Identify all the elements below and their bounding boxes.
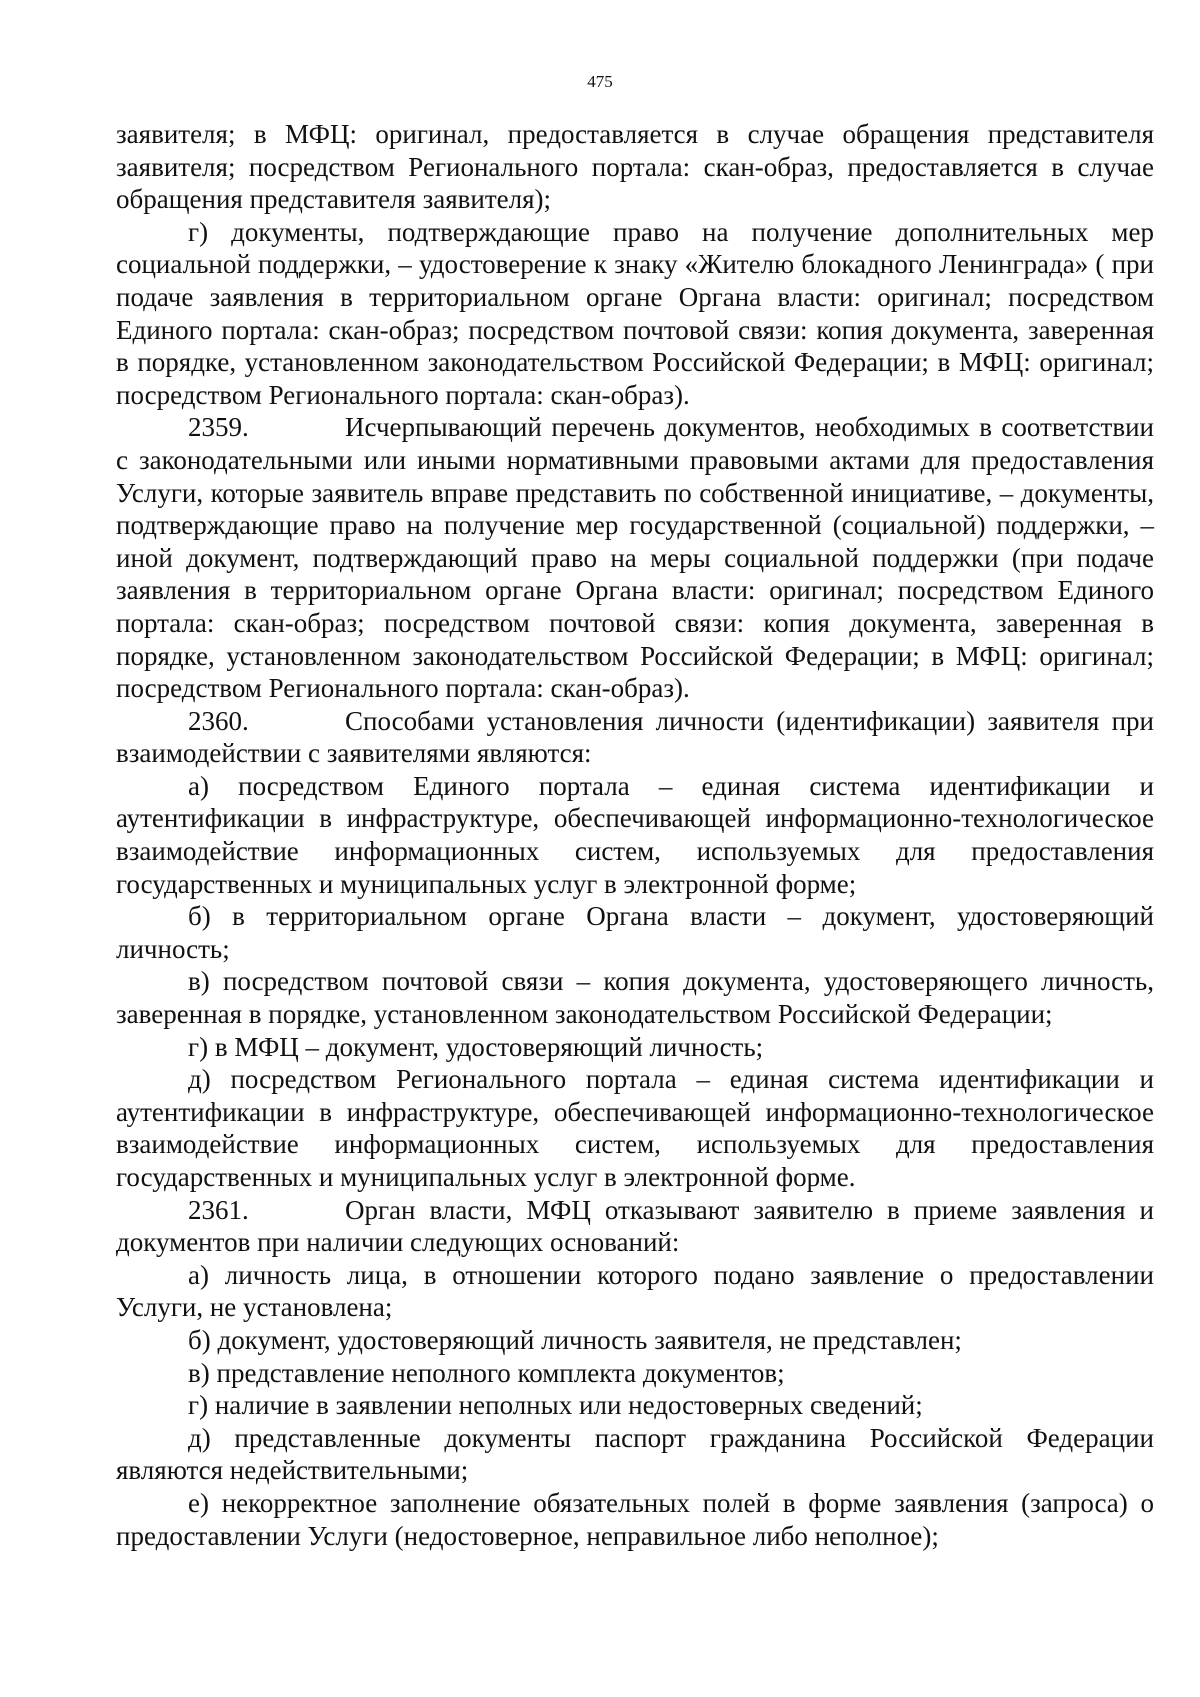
paragraph-text: заявителя; в МФЦ: оригинал, предоставляется в случае обращения представителя заявителя; посредством Регионального портала: скан-образ, предоставляется в случае обращения представителя заявителя); bbox=[116, 119, 1154, 215]
clause-number: 2361. bbox=[188, 1194, 249, 1225]
paragraph-text: г) документы, подтверждающие право на получение дополнительных мер социальной поддержки, – удостоверение к знаку «Жителю блокадного Ленинграда» ( при подаче заявления в территориальном органе Органа власти: оригинал; посредством Единого портала: скан-образ; посредством почтовой связи: копия документа, заверенная в порядке, установленном законодательством Российской Федерации; в МФЦ: оригинал; посредством Регионального портала: скан-образ). bbox=[116, 216, 1154, 410]
clause-2361 bbox=[116, 1194, 1154, 1259]
paragraph-text: б) в территориальном органе Органа власти – документ, удостоверяющий личность; bbox=[116, 901, 1154, 964]
list-item-b2 bbox=[116, 1324, 1154, 1357]
paragraph-text: д) посредством Регионального портала – единая система идентификации и аутентификации в инфраструктуре, обеспечивающей информационно-технологическое взаимодействие информационных систем, используемых для предоставления государственных и муниципальных услуг в электронной форме. bbox=[116, 1064, 1154, 1192]
list-item-g2 bbox=[116, 1031, 1154, 1064]
paragraph-text: б) документ, удостоверяющий личность заявителя, не представлен; bbox=[188, 1324, 962, 1355]
clause-2359 bbox=[116, 411, 1154, 704]
paragraph-text: д) представленные документы паспорт гражданина Российской Федерации являются недействительными; bbox=[116, 1422, 1154, 1486]
list-item-a bbox=[116, 770, 1154, 900]
paragraph-text: Способами установления личности (идентификации) заявителя при взаимодействии с заявителями являются: bbox=[116, 705, 1154, 769]
list-item-b bbox=[116, 900, 1154, 965]
clause-number: 2360. bbox=[188, 705, 249, 736]
page-number: 475 bbox=[587, 72, 613, 91]
list-item-v bbox=[116, 965, 1154, 1030]
list-item-v2 bbox=[116, 1357, 1154, 1390]
paragraph-text: в) представление неполного комплекта документов; bbox=[188, 1357, 785, 1388]
paragraph-text: Орган власти, МФЦ отказывают заявителю в приеме заявления и документов при наличии следующих оснований: bbox=[116, 1194, 1154, 1258]
paragraph-text: г) в МФЦ – документ, удостоверяющий личность; bbox=[188, 1031, 764, 1062]
paragraph-text: а) посредством Единого портала – единая система идентификации и аутентификации в инфраструктуре, обеспечивающей информационно-технологическое взаимодействие информационных систем, используемых для предоставления государственных и муниципальных услуг в электронной форме; bbox=[116, 770, 1154, 899]
list-item-g3 bbox=[116, 1389, 1154, 1422]
document-body bbox=[116, 118, 1154, 1552]
list-item-g bbox=[116, 216, 1154, 412]
clause-2360 bbox=[116, 705, 1154, 770]
paragraph-text: а) личность лица, в отношении которого подано заявление о предоставлении Услуги, не установлена; bbox=[116, 1259, 1154, 1323]
paragraph-text: в) посредством почтовой связи – копия документа, удостоверяющего личность, заверенная в порядке, установленном законодательством Российской Федерации; bbox=[116, 966, 1154, 1030]
list-item-d2 bbox=[116, 1422, 1154, 1487]
paragraph-continuation bbox=[116, 118, 1154, 216]
list-item-a2 bbox=[116, 1259, 1154, 1324]
list-item-e bbox=[116, 1487, 1154, 1552]
paragraph-text: г) наличие в заявлении неполных или недостоверных сведений; bbox=[188, 1390, 923, 1421]
clause-number: 2359. bbox=[188, 412, 249, 443]
paragraph-text: е) некорректное заполнение обязательных полей в форме заявления (запроса) о предоставлении Услуги (недостоверное, неправильное либо неполное); bbox=[116, 1487, 1154, 1551]
list-item-d bbox=[116, 1063, 1154, 1193]
paragraph-text: Исчерпывающий перечень документов, необходимых в соответствии с законодательными или иными нормативными правовыми актами для предоставления Услуги, которые заявитель вправе представить по собственной инициативе, – документы, подтверждающие право на получение мер государственной (социальной) поддержки, – иной документ, подтверждающий право на меры социальной поддержки (при подаче заявления в территориальном органе Органа власти: оригинал; посредством Единого портала: скан-образ; посредством почтовой связи: копия документа, заверенная в порядке, установленном законодательством Российской Федерации; в МФЦ: оригинал; посредством Регионального портала: скан-образ). bbox=[116, 412, 1154, 704]
